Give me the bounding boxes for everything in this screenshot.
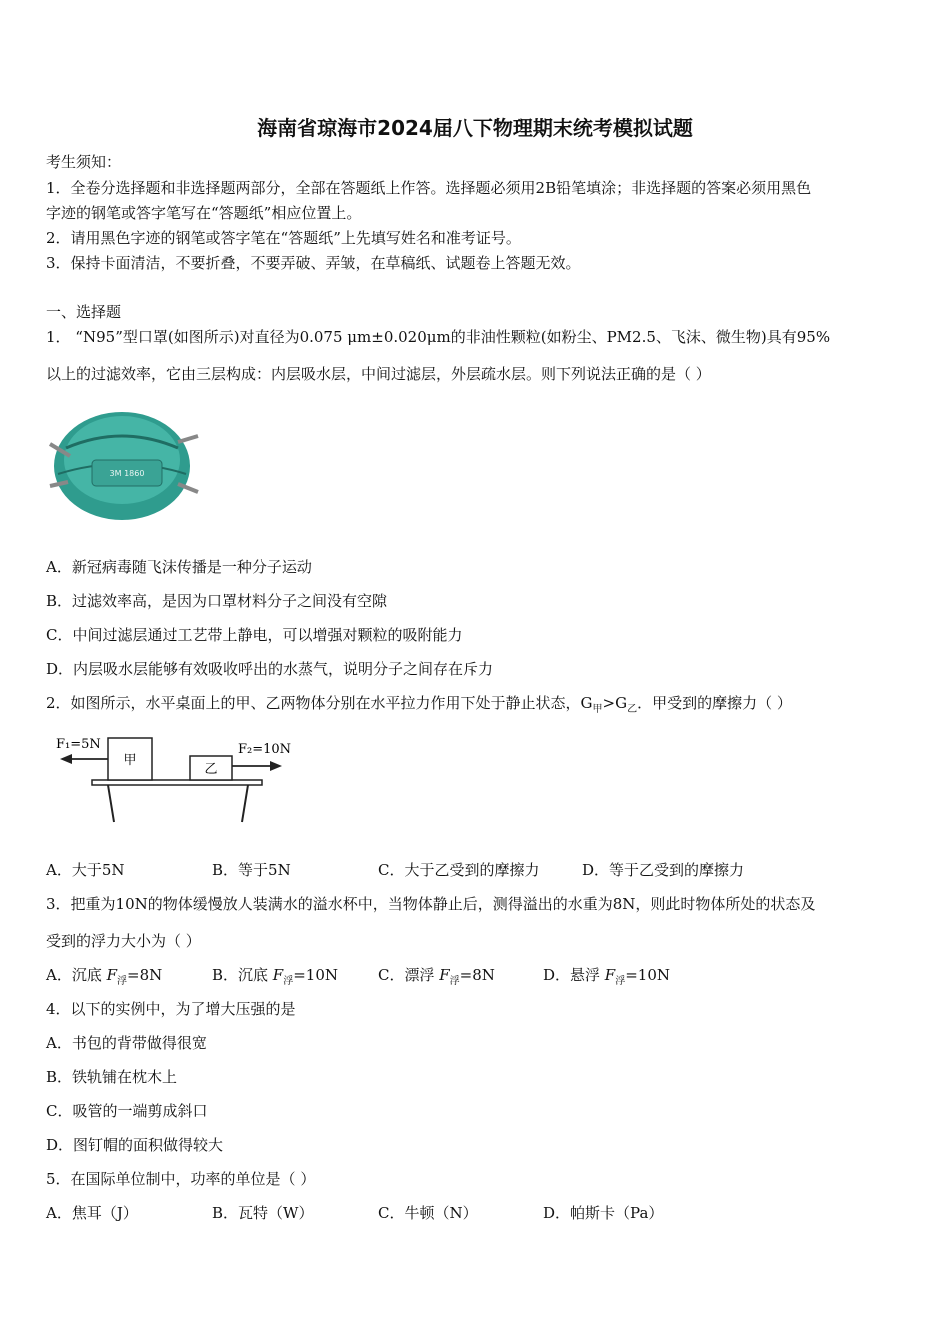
q3-option-d: D．悬浮 $F_浮=10N$ — [543, 966, 670, 987]
q4-option-a: A．书包的背带做得很宽 — [46, 1034, 207, 1052]
q1-option-a: A．新冠病毒随飞沫传播是一种分子运动 — [46, 558, 312, 576]
table-figure — [52, 730, 302, 830]
force-f2-label: F₂=10N — [238, 742, 292, 757]
q2-option-a: A．大于5N — [46, 861, 125, 879]
q4-option-c: C．吸管的一端剪成斜口 — [46, 1102, 208, 1120]
notice-heading: 考生须知： — [46, 153, 122, 171]
q5-stem: 5．在国际单位制中，功率的单位是（ ） — [46, 1170, 316, 1188]
q1-option-b: B．过滤效率高，是因为口罩材料分子之间没有空隙 — [46, 592, 388, 610]
notice-line: 2．请用黑色字迹的钢笔或答字笔在“答题纸”上先填写姓名和准考证号。 — [46, 229, 521, 247]
q2-stem: 2．如图所示，水平桌面上的甲、乙两物体分别在水平拉力作用下处于静止状态，$G_甲>G_乙$．甲受到的摩擦力（ ） — [46, 694, 792, 715]
notice-line: 3．保持卡面清洁，不要折叠，不要弄破、弄皱，在草稿纸、试题卷上答题无效。 — [46, 254, 581, 272]
page-title: 海南省琼海市2024届八下物理期末统考模拟试题 — [257, 116, 693, 140]
q2-option-d: D．等于乙受到的摩擦力 — [582, 861, 745, 879]
q5-option-d: D．帕斯卡（Pa） — [543, 1204, 664, 1222]
block-jia-label: 甲 — [123, 753, 137, 768]
q3-option-a: A．沉底 $F_浮=8N$ — [46, 966, 163, 987]
q3-stem-line2: 受到的浮力大小为（ ） — [46, 932, 201, 950]
q3-option-b: B．沉底 $F_浮=10N$ — [212, 966, 338, 987]
q4-stem: 4．以下的实例中，为了增大压强的是 — [46, 1000, 296, 1018]
q2-option-b: B．等于5N — [212, 861, 291, 879]
q5-option-a: A．焦耳（J） — [46, 1204, 138, 1222]
force-f1-label: F₁=5N — [56, 737, 101, 752]
mask-label: 3M 1860 — [109, 469, 145, 478]
n95-mask-figure — [44, 396, 200, 524]
q4-option-d: D．图钉帽的面积做得较大 — [46, 1136, 224, 1154]
q1-stem-line2: 以上的过滤效率，它由三层构成：内层吸水层，中间过滤层，外层疏水层。则下列说法正确的是（ ） — [46, 365, 711, 383]
notice-line: 1．全卷分选择题和非选择题两部分，全部在答题纸上作答。选择题必须用2B铅笔填涂；非选择题的答案必须用黑色 — [46, 179, 812, 197]
q4-option-b: B．铁轨铺在枕木上 — [46, 1068, 178, 1086]
notice-line: 字迹的钢笔或答字笔写在“答题纸”相应位置上。 — [46, 204, 362, 222]
q1-option-d: D．内层吸水层能够有效吸收呼出的水蒸气，说明分子之间存在斥力 — [46, 660, 494, 678]
block-yi-label: 乙 — [204, 762, 218, 777]
section-heading: 一、选择题 — [46, 303, 122, 321]
q3-option-c: C．漂浮 $F_浮=8N$ — [378, 966, 495, 987]
q2-option-c: C．大于乙受到的摩擦力 — [378, 861, 540, 879]
q1-stem-line1: 1． “N95”型口罩(如图所示)对直径为0.075 μm±0.020μm的非油性颗粒(如粉尘、PM2.5、飞沫、微生物)具有95% — [46, 328, 831, 346]
q1-option-c: C．中间过滤层通过工艺带上静电，可以增强对颗粒的吸附能力 — [46, 626, 463, 644]
q3-stem-line1: 3．把重为10N的物体缓慢放人装满水的溢水杯中，当物体静止后，测得溢出的水重为8N，则此时物体所处的状态及 — [46, 895, 816, 913]
q5-option-c: C．牛顿（N） — [378, 1204, 478, 1222]
q5-option-b: B．瓦特（W） — [212, 1204, 314, 1222]
